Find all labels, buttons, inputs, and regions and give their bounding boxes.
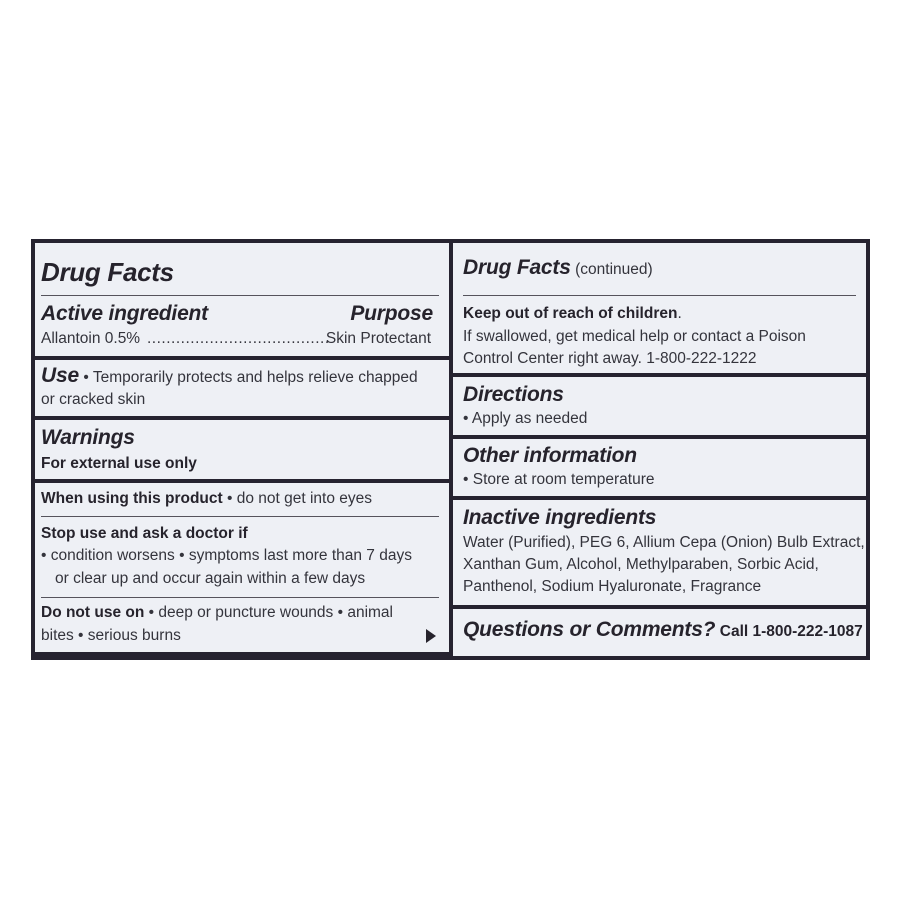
drug-facts-continued-title: Drug Facts <box>463 256 571 279</box>
use-text-line1: • Temporarily protects and helps relieve chapped <box>83 369 418 386</box>
when-using-label: When using this product <box>41 490 223 507</box>
questions-heading: Questions or Comments? <box>463 618 716 641</box>
active-ingredient-name: Allantoin 0.5% <box>41 330 141 347</box>
keep-out-section <box>453 243 866 373</box>
purpose-value: Skin Protectant <box>325 330 431 347</box>
divider <box>41 597 439 598</box>
other-information-section <box>453 439 866 496</box>
divider <box>41 295 439 296</box>
stop-use-line2: or clear up and occur again within a few days <box>55 570 366 587</box>
keep-out-line1: If swallowed, get medical help or contact a Poison <box>463 328 806 345</box>
divider <box>41 516 439 517</box>
other-information-text: • Store at room temperature <box>463 471 655 488</box>
purpose-heading: Purpose <box>350 302 433 325</box>
dot-leader: ...................................... <box>147 330 330 347</box>
active-ingredient-heading: Active ingredient <box>41 302 208 325</box>
stop-use-label: Stop use and ask a doctor if <box>41 525 248 542</box>
divider <box>463 295 856 296</box>
warnings-divider <box>35 479 449 483</box>
questions-phone: Call 1-800-222-1087 <box>719 623 863 640</box>
inactive-ingredients-heading: Inactive ingredients <box>463 506 657 529</box>
do-not-use-label: Do not use on <box>41 604 145 621</box>
directions-section <box>453 377 866 435</box>
external-use-text: For external use only <box>41 455 197 472</box>
keep-out-line2: Control Center right away. 1-800-222-1222 <box>463 350 757 367</box>
directions-heading: Directions <box>463 383 564 406</box>
drug-facts-label <box>31 239 870 660</box>
when-using-text: • do not get into eyes <box>227 490 373 507</box>
inactive-ingredients-line2: Xanthan Gum, Alcohol, Methylparaben, Sorbic Acid, <box>463 556 819 573</box>
warnings-section <box>35 420 449 652</box>
keep-out-label: Keep out of reach of children <box>463 305 678 322</box>
use-section <box>35 360 449 416</box>
questions-section <box>453 609 866 656</box>
inactive-ingredients-line1: Water (Purified), PEG 6, Allium Cepa (Onion) Bulb Extract, <box>463 534 865 551</box>
drug-facts-right-column <box>453 243 866 656</box>
drug-facts-left-column <box>35 243 449 656</box>
right-triangle-icon <box>426 629 436 643</box>
keep-out-period: . <box>677 305 682 322</box>
inactive-ingredients-line3: Panthenol, Sodium Hyaluronate, Fragrance <box>463 578 762 595</box>
do-not-use-line2: bites • serious burns <box>41 627 181 644</box>
drug-facts-title: Drug Facts <box>41 257 174 287</box>
directions-text: • Apply as needed <box>463 410 588 427</box>
active-ingredient-section <box>35 243 449 356</box>
inactive-ingredients-section <box>453 500 866 605</box>
other-information-heading: Other information <box>463 444 637 467</box>
use-heading: Use <box>41 364 79 387</box>
warnings-heading: Warnings <box>41 426 135 449</box>
do-not-use-line1: • deep or puncture wounds • animal <box>148 604 394 621</box>
stop-use-line1: • condition worsens • symptoms last more than 7 days <box>41 547 412 564</box>
continued-text: (continued) <box>575 261 653 278</box>
use-text-line2: or cracked skin <box>41 391 146 408</box>
